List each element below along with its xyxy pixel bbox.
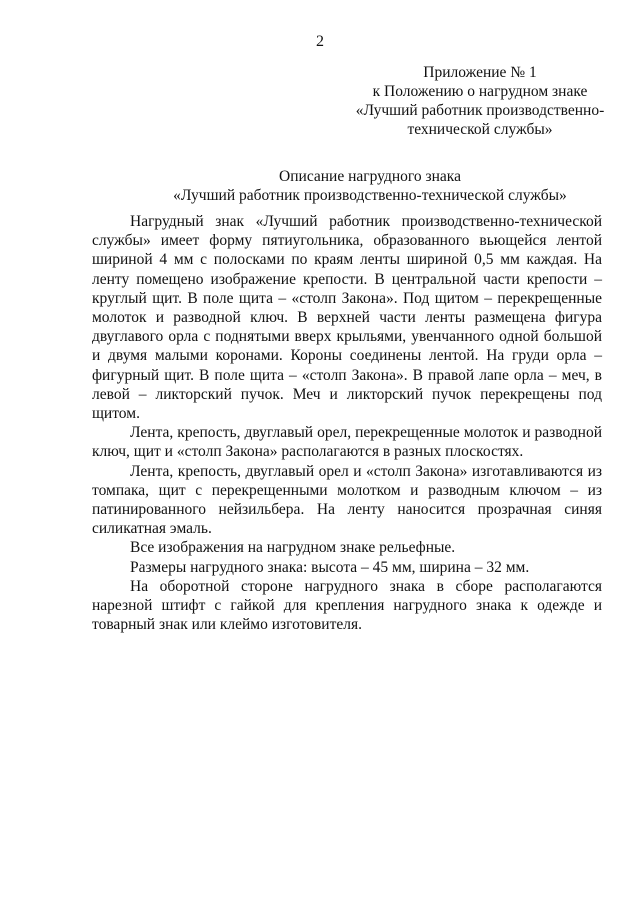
appendix-line-4: технической службы» bbox=[407, 121, 553, 138]
paragraph-reverse-side: На оборотной стороне нагрудного знака в сборе располагаются нарезной штифт с гайкой для крепления нагрудного знака к одежде и товарный знак или клеймо изготовителя. bbox=[92, 577, 602, 634]
appendix-line-3: «Лучший работник производственно- bbox=[355, 102, 605, 119]
paragraph-planes: Лента, крепость, двуглавый орел, перекрещенные молоток и разводной ключ, щит и «столп Закона» располагаются в разных плоскостях. bbox=[92, 424, 602, 461]
appendix-line-1: Приложение № 1 bbox=[423, 64, 537, 81]
title-line-2: «Лучший работник производственно-технической службы» bbox=[173, 187, 567, 204]
paragraph-relief: Все изображения на нагрудном знаке рельефные. bbox=[130, 539, 456, 557]
appendix-line-2: к Положению о нагрудном знаке bbox=[372, 83, 588, 100]
body-text bbox=[92, 212, 602, 634]
appendix-header bbox=[330, 63, 630, 139]
document-title bbox=[100, 167, 640, 205]
paragraph-dimensions: Размеры нагрудного знака: высота – 45 мм, ширина – 32 мм. bbox=[130, 558, 530, 576]
title-line-1: Описание нагрудного знака bbox=[279, 168, 461, 185]
page-number: 2 bbox=[316, 33, 324, 50]
paragraph-description: Нагрудный знак «Лучший работник производственно-технической службы» имеет форму пятиугольника, образованного вьющейся лентой шириной 4 мм с полосками по краям ленты шириной 0,5 мм каждая. На ленту помещено изображение крепости. В центральной части крепости – круглый щит. В поле щита – «столп Закона». Под щитом – перекрещенные молоток и разводной ключ. В верхней части ленты размещена фигура двуглавого орла с поднятыми вверх крыльями, увенчанного одной большой и двумя малыми коронами. Короны соединены лентой. На груди орла – фигурный щит. В поле щита – «столп Закона». В правой лапе орла – меч, в левой – ликторский пучок. Меч и ликторский пучок перекрещены под щитом. bbox=[92, 213, 602, 423]
paragraph-materials: Лента, крепость, двуглавый орел и «столп Закона» изготавливаются из томпака, щит с перекрещенными молотком и разводным ключом – из патинированного нейзильбера. На ленту наносится прозрачная синяя силикатная эмаль. bbox=[92, 462, 602, 538]
